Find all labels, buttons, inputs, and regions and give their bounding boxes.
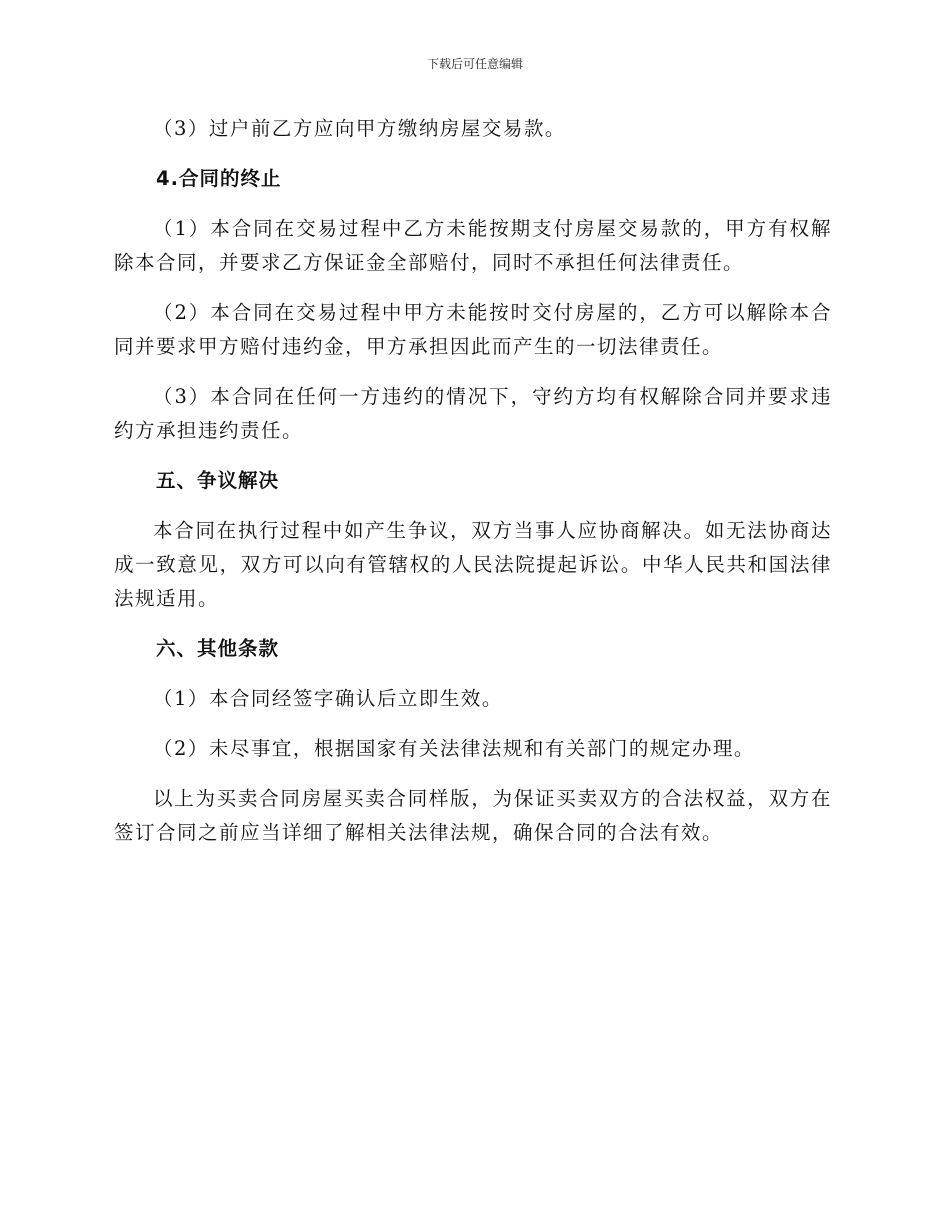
- clause-4-1: （1）本合同在交易过程中乙方未能按期支付房屋交易款的，甲方有权解除本合同，并要求乙方保证金全部赔付，同时不承担任何法律责任。: [114, 217, 832, 274]
- document-body: [114, 112, 832, 866]
- clause-6-1: （1）本合同经签字确认后立即生效。: [153, 687, 503, 710]
- clause-6-2: （2）未尽事宜，根据国家有关法律法规和有关部门的规定办理。: [153, 737, 755, 760]
- section-heading-dispute: 五、争议解决: [156, 469, 280, 492]
- section-heading-termination: 4.合同的终止: [156, 167, 282, 190]
- section-heading-other-terms: 六、其他条款: [156, 637, 280, 660]
- clause-4-3: （3）本合同在任何一方违约的情况下，守约方均有权解除合同并要求违约方承担违约责任。: [114, 385, 832, 442]
- closing-paragraph: 以上为买卖合同房屋买卖合同样版，为保证买卖双方的合法权益，双方在签订合同之前应当详细了解相关法律法规，确保合同的合法有效。: [114, 787, 832, 844]
- clause-4-2: （2）本合同在交易过程中甲方未能按时交付房屋的，乙方可以解除本合同并要求甲方赔付违约金，甲方承担因此而产生的一切法律责任。: [114, 301, 832, 358]
- dispute-paragraph: 本合同在执行过程中如产生争议，双方当事人应协商解决。如无法协商达成一致意见，双方可以向有管辖权的人民法院提起诉讼。中华人民共和国法律法规适用。: [114, 519, 832, 610]
- clause-3-3: （3）过户前乙方应向甲方缴纳房屋交易款。: [153, 117, 566, 140]
- page-header: 下载后可任意编辑: [426, 57, 523, 71]
